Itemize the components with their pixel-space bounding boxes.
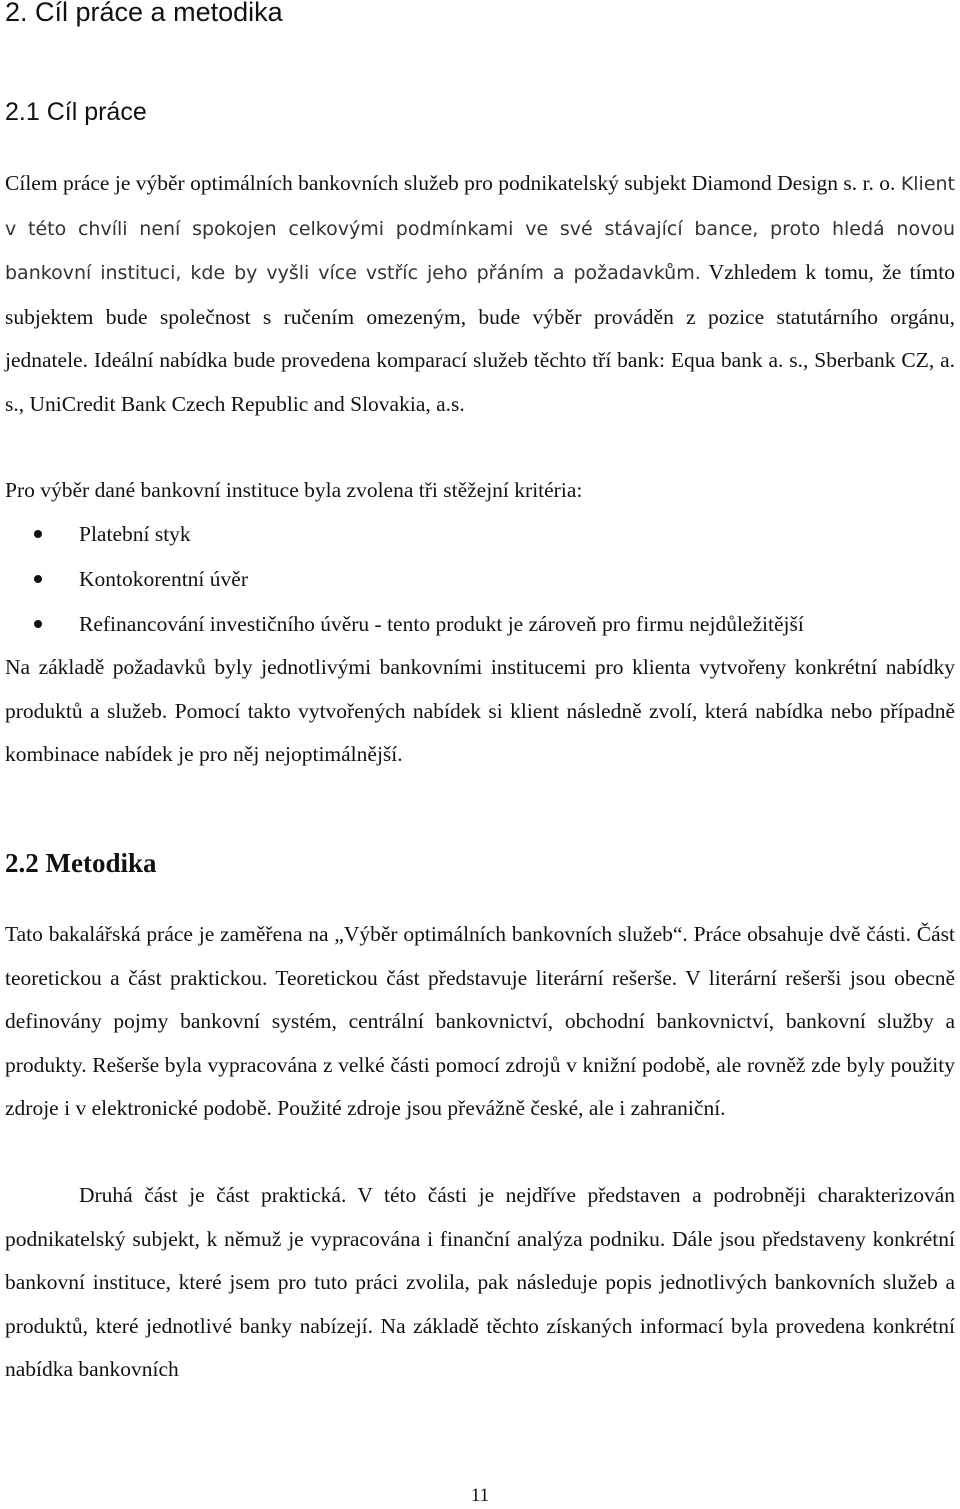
goal-paragraph (5, 162, 955, 427)
criteria-item-label: Kontokorentní úvěr (79, 567, 248, 591)
bullet-icon (34, 620, 42, 628)
criteria-list (0, 512, 960, 647)
criteria-intro: Pro výběr dané bankovní instituce byla zvolena tři stěžejní kritéria: (5, 478, 583, 502)
criteria-item-label: Refinancování investičního úvěru - tento produkt je zároveň pro firmu nejdůležitější (79, 612, 804, 636)
offers-paragraph: Na základě požadavků byly jednotlivými bankovními institucemi pro klienta vytvořeny konkrétní nabídky produktů a služeb. Pomocí takto vytvořených nabídek si klient následně zvolí, která nabídka nebo případně kombinace nabídek je pro něj nejoptimálnější. (5, 655, 955, 767)
goal-paragraph-part2: Klient v této chvíli není spokojen celkovými podmínkami ve své stávající bance, proto hledá novou bankovní instituci, kde by vyšli více vstříc jeho přáním a požadavkům. (5, 173, 956, 285)
bullet-icon (34, 530, 42, 538)
method-paragraph-2: Druhá část je část praktická. V této části je nejdříve představen a podrobněji charakterizován podnikatelský subjekt, k němuž je vypracována i finanční analýza podniku. Dále jsou představeny konkrétní bankovní instituce, které jsem pro tuto práci zvolila, pak následuje popis jednotlivých bankovních služeb a produktů, které jednotlivé banky nabízejí. Na základě těchto získaných informací byla provedena konkrétní nabídka bankovních (5, 1183, 955, 1382)
bullet-icon (34, 575, 42, 583)
page-number: 11 (470, 1485, 490, 1506)
method-paragraph-1: Tato bakalářská práce je zaměřena na „Výběr optimálních bankovních služeb“. Práce obsahuje dvě části. Část teoretickou a část praktickou. Teoretickou část představuje literární rešerše. V literární rešerši jsou obecně definovány pojmy bankovní systém, centrální bankovnictví, obchodní bankovnictví, bankovní služby a produkty. Rešerše byla vypracována z velké části pomocí zdrojů v knižní podobě, ale rovněž zde byly použity zdroje i v elektronické podobě. Použité zdroje jsou převážně české, ale i zahraniční. (5, 922, 955, 1121)
criteria-item (0, 557, 960, 602)
criteria-item (0, 512, 960, 557)
goal-paragraph-part1: Cílem práce je výběr optimálních bankovních služeb pro podnikatelský subjekt Diamond Design s. r. o. (5, 171, 896, 195)
subsection-goal-title: 2.1 Cíl práce (5, 98, 147, 126)
goal-paragraph-part3: Vzhledem k tomu, že tímto subjektem bude společnost s ručením omezeným, bude výběr prováděn z pozice statutárního orgánu, jednatele. (5, 260, 956, 373)
criteria-item-label: Platební styk (79, 522, 191, 546)
goal-paragraph-part4: Ideální nabídka bude provedena komparací služeb těchto tří bank: Equa bank a. s., Sberbank CZ, a. s., UniCredit Bank Czech Republic and Slovakia, a.s. (5, 348, 955, 416)
subsection-method-title: 2.2 Metodika (5, 848, 157, 878)
section-title: 2. Cíl práce a metodika (5, 0, 283, 27)
criteria-item (0, 602, 960, 647)
